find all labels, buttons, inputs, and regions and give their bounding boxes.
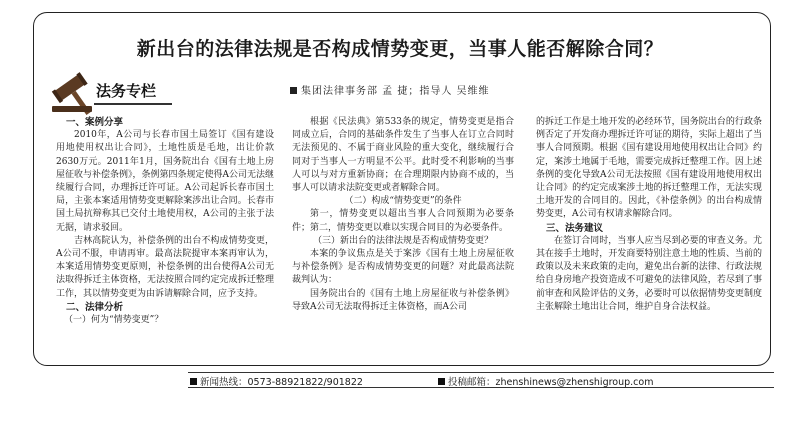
square-bullet-icon — [438, 378, 445, 385]
paragraph: 吉林高院认为，补偿条例的出台不构成情势变更，A公司不服，申请再审。最高法院提审本案再审认为，本案适用情势变更原则，补偿条例的出台使得A公司无法取得拆迁主体资格，无法按照合同约定完成拆迁整理工作，其以情势变更为由诉请解除合同，应予支持。 — [56, 235, 274, 299]
hotline — [190, 374, 363, 388]
column-2 — [292, 116, 514, 314]
paragraph: 的拆迁工作是土地开发的必经环节，国务院出台的行政条例否定了开发商办理拆迁许可证的期待，实际上超出了当事人合同预期。根据《国有建设用地使用权出让合同》约定，案涉土地属于毛地，需要完成拆迁整理工作。因上述条例的变化导致A公司无法按照《国有建设用地使用权出让合同》的约定完成案涉土地的拆迁整理工作，无法实现土地开发的合同目的。因此，《补偿条例》的出台构成情势变更，A公司有权请求解除合同。 — [536, 117, 762, 220]
column-name: 法务专栏 — [96, 82, 157, 100]
section-heading: 一、案例分享 — [66, 117, 124, 128]
paragraph: 第一，情势变更以超出当事人合同预期为必要条件；第二，情势变更以难以实现合同目的为必要条件。 — [292, 209, 514, 233]
hotline-number: 0573-88921822/901822 — [247, 377, 363, 388]
email — [438, 374, 653, 388]
column-3 — [536, 116, 762, 314]
email-address: zhenshinews@zhenshigroup.com — [495, 377, 654, 388]
email-label: 投稿邮箱： — [448, 377, 496, 388]
paragraph: 在签订合同时，当事人应当尽到必要的审查义务。尤其在接手土地时，开发商要特别注意土地的性质、当前的政策以及未来政策的走向，避免出台新的法律、行政法规给自身房地产投资造成不可避免的法律风险，若尽到了事前审查和风险评估的义务，必要时可以依据情势变更制度主张解除土地出让合同，维护自身合法权益。 — [536, 235, 762, 312]
byline-text: 集团法律事务部 孟 捷；指导人 吴维维 — [301, 86, 490, 97]
paragraph: 2010年，A公司与长春市国土局签订《国有建设用地使用权出让合同》，土地性质是毛地，出让价款2630万元。2011年1月，国务院出台《国有土地上房屋征收与补偿条例》，条例第四条规定使得A公司无法继续履行合同，办理拆迁许可证。A公司起诉长春市国土局，主张本案适用情势变更解除案涉出让合同。长春市国土局抗辩称其已交付土地使用权，A公司的主张于法无据，请求驳回。 — [56, 130, 275, 233]
subheading: （二）构成“情势变更”的条件 — [344, 196, 462, 207]
footer-bar — [188, 372, 774, 388]
hotline-label: 新闻热线： — [200, 377, 248, 388]
article-title: 新出台的法律法规是否构成情势变更，当事人能否解除合同？ — [136, 38, 664, 60]
section-heading: 二、法律分析 — [66, 301, 124, 313]
paragraph: 国务院出台的《国有土地上房屋征收与补偿条例》导致A公司无法取得拆迁主体资格，而A公司 — [292, 288, 514, 312]
paragraph: 本案的争议焦点是关于案涉《国有土地上房屋征收与补偿条例》是否构成情势变更的问题？对此最高法院裁判认为： — [292, 249, 514, 286]
square-bullet-icon — [190, 378, 197, 385]
divider — [94, 103, 172, 105]
paragraph: 根据《民法典》第533条的规定，情势变更是指合同成立后，合同的基础条件发生了当事人在订立合同时无法预见的、不属于商业风险的重大变化，继续履行合同对于当事人一方明显不公平。此时受不利影响的当事人可以与对方重新协商；在合理期限内协商不成的，当事人可以请求法院变更或者解除合同。 — [292, 117, 514, 194]
byline — [290, 82, 490, 97]
square-bullet-icon — [290, 87, 297, 94]
subheading: （一）何为“情势变更”？ — [64, 315, 164, 326]
subheading: （三）新出台的法律法规是否构成情势变更？ — [312, 235, 493, 246]
column-1 — [56, 116, 274, 327]
section-heading: 三、法务建议 — [546, 222, 604, 234]
